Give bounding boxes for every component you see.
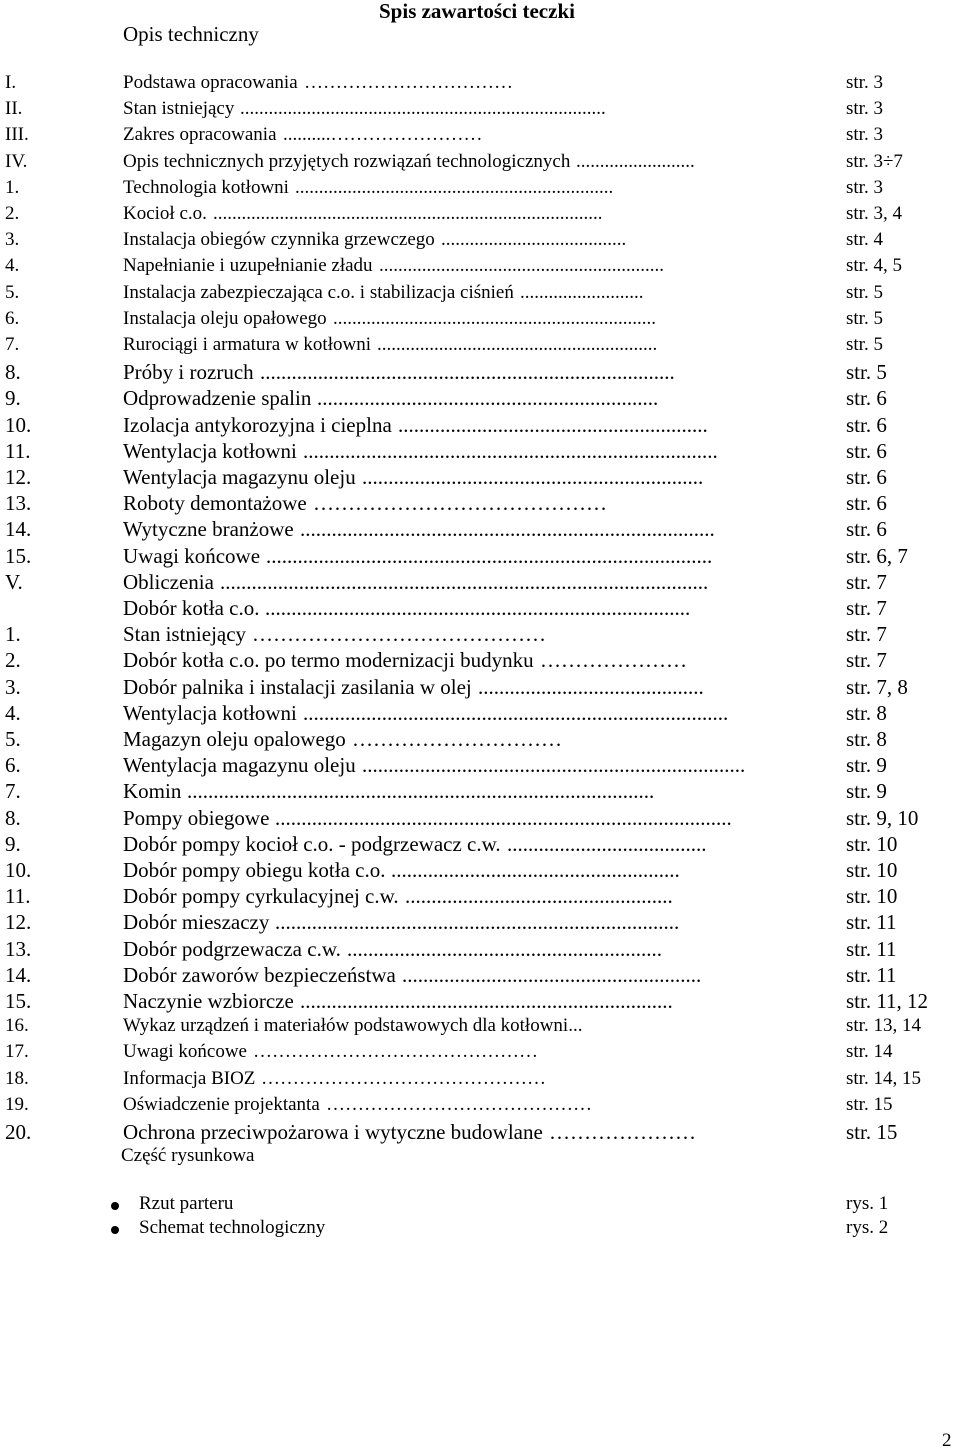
toc-row bbox=[0, 334, 960, 360]
toc-page: str. 4, 5 bbox=[846, 255, 902, 277]
toc-row bbox=[0, 779, 960, 805]
toc-row bbox=[0, 413, 960, 439]
toc-leader: ....................................... bbox=[441, 229, 627, 251]
toc-row bbox=[0, 229, 960, 255]
toc-row bbox=[0, 72, 960, 98]
toc-row bbox=[0, 439, 960, 465]
toc-row bbox=[0, 282, 960, 308]
toc-label: Dobór kotła c.o. bbox=[123, 596, 260, 620]
toc-label: Wykaz urządzeń i materiałów podstawowych dla kotłowni... bbox=[123, 1015, 583, 1037]
toc-row bbox=[0, 570, 960, 596]
toc-label: Dobór podgrzewacza c.w. bbox=[123, 936, 341, 961]
toc-leader: ................................................................. bbox=[362, 465, 704, 489]
toc-leader: ……………………………………… bbox=[261, 1067, 546, 1089]
toc-page: str. 7 bbox=[846, 569, 887, 594]
toc-label: Instalacja zabezpieczająca c.o. i stabilizacja ciśnień bbox=[123, 281, 514, 303]
toc-number: 15. bbox=[5, 989, 32, 1013]
toc-number: 5. bbox=[5, 727, 21, 751]
toc-leader: …………………………………… bbox=[252, 622, 546, 647]
drawing-ref: rys. 2 bbox=[846, 1217, 889, 1238]
toc-row bbox=[0, 1120, 960, 1146]
bullet-icon bbox=[111, 1202, 119, 1210]
toc-leader: ..........…………………… bbox=[283, 124, 483, 146]
toc-page: str. 11 bbox=[846, 910, 897, 935]
toc-row bbox=[0, 648, 960, 674]
toc-page: str. 11 bbox=[846, 936, 897, 961]
toc-number: 17. bbox=[5, 1041, 29, 1063]
toc-row bbox=[0, 884, 960, 910]
toc-label: Informacja BIOZ bbox=[123, 1067, 256, 1089]
toc-leader: ....................................................................................... bbox=[275, 805, 732, 830]
toc-row bbox=[0, 544, 960, 570]
toc-leader: ................................................... bbox=[405, 884, 673, 909]
toc-page: str. 10 bbox=[846, 884, 898, 909]
toc-row bbox=[0, 937, 960, 963]
toc-row bbox=[0, 832, 960, 858]
toc-label: Naczynie wzbiorcze bbox=[123, 989, 294, 1013]
toc-number: 7. bbox=[5, 334, 20, 355]
toc-page: str. 3 bbox=[846, 72, 883, 93]
toc-page: str. 4 bbox=[846, 229, 883, 251]
toc-page: str. 15 bbox=[846, 1120, 898, 1144]
toc-label: Instalacja obiegów czynnika grzewczego bbox=[123, 229, 435, 251]
toc-page: str. 8 bbox=[846, 700, 887, 725]
toc-row bbox=[0, 124, 960, 150]
toc-label: Wytyczne branżowe bbox=[123, 517, 294, 542]
toc-number: 12. bbox=[5, 465, 32, 489]
toc-page: str. 7 bbox=[846, 648, 887, 673]
toc-row bbox=[0, 1094, 960, 1120]
toc-number: 1. bbox=[5, 176, 20, 198]
toc-row bbox=[0, 675, 960, 701]
toc-number: II. bbox=[5, 98, 23, 120]
toc-number: 10. bbox=[5, 412, 32, 437]
toc-label: Dobór pompy obiegu kotła c.o. bbox=[123, 858, 386, 882]
toc-leader: ............................................................ bbox=[379, 255, 664, 277]
toc-leader: ......................... bbox=[576, 150, 695, 172]
toc-leader: .......................... bbox=[520, 281, 644, 303]
toc-number: 13. bbox=[5, 936, 32, 961]
toc-number: 6. bbox=[5, 307, 20, 329]
toc-label: Rurociągi i armatura w kotłowni bbox=[123, 334, 371, 355]
drawings-heading: Część rysunkowa bbox=[121, 1145, 255, 1166]
toc-label: Dobór kotła c.o. po termo modernizacji budynku bbox=[123, 648, 534, 673]
toc-page: str. 6 bbox=[846, 465, 887, 489]
toc-number: IV. bbox=[5, 150, 28, 172]
toc-row bbox=[0, 753, 960, 779]
toc-page: str. 13, 14 bbox=[846, 1015, 921, 1037]
toc-leader: ......................................................................................... bbox=[187, 779, 655, 804]
toc-page: str. 7 bbox=[846, 622, 887, 647]
toc-row bbox=[0, 596, 960, 622]
toc-label: Dobór zaworów bezpieczeństwa bbox=[123, 962, 396, 987]
toc-number: 14. bbox=[5, 962, 32, 987]
toc-page: str. 15 bbox=[846, 1093, 893, 1115]
drawing-ref: rys. 1 bbox=[846, 1193, 889, 1214]
toc-leader: ……………………………………… bbox=[253, 1041, 538, 1063]
toc-row bbox=[0, 465, 960, 491]
section-subtitle: Opis techniczny bbox=[123, 22, 259, 46]
toc-label: Próby i rozruch bbox=[123, 360, 254, 385]
toc-number: 11. bbox=[5, 884, 31, 909]
toc-number: V. bbox=[5, 569, 23, 594]
toc-row bbox=[0, 910, 960, 936]
toc-page: str. 10 bbox=[846, 858, 898, 882]
toc-page: str. 7 bbox=[846, 596, 887, 620]
drawing-item bbox=[0, 1193, 960, 1217]
toc-leader: ....................................................................... bbox=[300, 989, 673, 1013]
toc-page: str. 5 bbox=[846, 360, 887, 385]
toc-row bbox=[0, 203, 960, 229]
document-title: Spis zawartości teczki bbox=[379, 0, 575, 23]
toc-page: str. 3 bbox=[846, 176, 883, 198]
toc-leader: ............................................................ bbox=[347, 936, 662, 961]
toc-page: str. 9 bbox=[846, 779, 887, 804]
toc-label: Pompy obiegowe bbox=[123, 805, 270, 830]
toc-leader: ................................................................... bbox=[295, 176, 614, 198]
drawing-label: Rzut parteru bbox=[139, 1193, 234, 1214]
toc-label: Wentylacja magazynu oleju bbox=[123, 753, 356, 778]
toc-number: 11. bbox=[5, 438, 31, 463]
toc-leader: ............................................................................... bbox=[260, 360, 675, 385]
toc-leader: ............................................................................................. bbox=[220, 569, 709, 594]
toc-label: Dobór pompy kocioł c.o. - podgrzewacz c.w. bbox=[123, 831, 501, 856]
toc-number: 18. bbox=[5, 1067, 29, 1089]
toc-page: str. 6, 7 bbox=[846, 543, 908, 568]
toc-number: 8. bbox=[5, 805, 21, 830]
toc-row bbox=[0, 98, 960, 124]
toc-number: 2. bbox=[5, 203, 20, 224]
toc-number: 3. bbox=[5, 229, 20, 251]
toc-leader: ........................................................... bbox=[377, 334, 658, 355]
toc-page: str. 6 bbox=[846, 412, 887, 437]
toc-number: I. bbox=[5, 72, 17, 93]
toc-number: 13. bbox=[5, 491, 32, 516]
toc-row bbox=[0, 308, 960, 334]
toc-page: str. 3÷7 bbox=[846, 150, 903, 172]
toc-label: Ochrona przeciwpożarowa i wytyczne budowlane bbox=[123, 1120, 543, 1144]
bullet-icon bbox=[111, 1226, 119, 1234]
toc-page: str. 5 bbox=[846, 334, 883, 355]
toc-number: 1. bbox=[5, 622, 21, 647]
toc-page: str. 6 bbox=[846, 386, 887, 411]
toc-row bbox=[0, 963, 960, 989]
toc-label: Wentylacja kotłowni bbox=[123, 438, 297, 463]
toc-label: Dobór pompy cyrkulacyjnej c.w. bbox=[123, 884, 399, 909]
toc-row bbox=[0, 622, 960, 648]
toc-leader: …………………………… bbox=[304, 72, 513, 93]
toc-row bbox=[0, 806, 960, 832]
toc-leader: …………………………………… bbox=[326, 1093, 592, 1115]
toc-row bbox=[0, 1015, 960, 1041]
toc-leader: .................................................................................. bbox=[213, 203, 603, 224]
toc-page: str. 5 bbox=[846, 281, 883, 303]
toc-label: Napełnianie i uzupełnianie zładu bbox=[123, 255, 373, 277]
drawing-item bbox=[0, 1217, 960, 1241]
toc-label: Oświadczenie projektanta bbox=[123, 1093, 320, 1115]
toc-label: Roboty demontażowe bbox=[123, 491, 307, 516]
toc-number: III. bbox=[5, 124, 29, 146]
toc-leader: ………………… bbox=[540, 648, 687, 673]
toc-number: 3. bbox=[5, 674, 21, 699]
toc-page: str. 6 bbox=[846, 438, 887, 463]
toc-label: Podstawa opracowania bbox=[123, 72, 298, 93]
toc-leader: ................................................................................. bbox=[303, 700, 729, 725]
toc-page: str. 3 bbox=[846, 124, 883, 146]
toc-number: 14. bbox=[5, 517, 32, 542]
toc-row bbox=[0, 701, 960, 727]
toc-label: Magazyn oleju opalowego bbox=[123, 727, 346, 751]
toc-label: Uwagi końcowe bbox=[123, 543, 261, 568]
toc-page: str. 6 bbox=[846, 517, 887, 542]
toc-label: Wentylacja magazynu oleju bbox=[123, 465, 356, 489]
toc-number: 9. bbox=[5, 386, 21, 411]
toc-number: 15. bbox=[5, 543, 32, 568]
toc-leader: ....................................................... bbox=[391, 858, 680, 882]
toc-number: 12. bbox=[5, 910, 32, 935]
toc-number: 8. bbox=[5, 360, 21, 385]
toc-leader: ........................................... bbox=[478, 674, 704, 699]
toc-leader: .................................................................... bbox=[333, 307, 656, 329]
toc-label: Komin bbox=[123, 779, 182, 804]
toc-row bbox=[0, 1041, 960, 1067]
toc-label: Instalacja oleju opałowego bbox=[123, 307, 327, 329]
toc-leader: ................................................................................. bbox=[265, 596, 691, 620]
toc-number: 2. bbox=[5, 648, 21, 673]
toc-label: Kocioł c.o. bbox=[123, 203, 207, 224]
toc-label: Uwagi końcowe bbox=[123, 1041, 247, 1063]
toc-leader: ........................................................... bbox=[398, 412, 708, 437]
toc-page: str. 9, 10 bbox=[846, 805, 919, 830]
toc-leader: ...................................... bbox=[507, 831, 707, 856]
toc-row bbox=[0, 858, 960, 884]
toc-leader: ......................................................................... bbox=[362, 753, 746, 778]
toc-leader: ………………… bbox=[549, 1120, 696, 1144]
toc-page: str. 3, 4 bbox=[846, 203, 902, 224]
toc-label: Dobór mieszaczy bbox=[123, 910, 270, 935]
toc-row bbox=[0, 727, 960, 753]
toc-label: Technologia kotłowni bbox=[123, 176, 289, 198]
toc-label: Wentylacja kotłowni bbox=[123, 700, 297, 725]
toc-page: str. 7, 8 bbox=[846, 674, 908, 699]
toc-page: str. 10 bbox=[846, 831, 898, 856]
toc-row bbox=[0, 989, 960, 1015]
toc-leader: ......................................................... bbox=[402, 962, 702, 987]
toc-label: Odprowadzenie spalin bbox=[123, 386, 312, 411]
toc-page: str. 3 bbox=[846, 98, 883, 120]
toc-leader: ............................................................................. bbox=[240, 98, 606, 120]
drawing-label: Schemat technologiczny bbox=[139, 1217, 326, 1238]
toc-label: Obliczenia bbox=[123, 569, 214, 594]
toc-leader: ............................................................................... bbox=[300, 517, 715, 542]
toc-leader: ................................................................. bbox=[317, 386, 659, 411]
toc-page: str. 11 bbox=[846, 962, 897, 987]
toc-leader: ............................................................................... bbox=[303, 438, 718, 463]
toc-label: Stan istniejący bbox=[123, 98, 235, 120]
toc-row bbox=[0, 177, 960, 203]
toc-number: 6. bbox=[5, 753, 21, 778]
toc-leader: ………………………… bbox=[352, 727, 562, 751]
toc-row bbox=[0, 1068, 960, 1094]
toc-page: str. 14, 15 bbox=[846, 1067, 921, 1089]
toc-page: str. 8 bbox=[846, 727, 887, 751]
toc-number: 4. bbox=[5, 700, 21, 725]
toc-leader: …………………………………… bbox=[313, 491, 607, 516]
toc-number: 7. bbox=[5, 779, 21, 804]
toc-page: str. 6 bbox=[846, 491, 887, 516]
toc-row bbox=[0, 151, 960, 177]
toc-row bbox=[0, 360, 960, 386]
toc-number: 20. bbox=[5, 1120, 32, 1144]
toc-number: 5. bbox=[5, 281, 20, 303]
toc-leader: ..................................................................................... bbox=[266, 543, 713, 568]
toc-label: Dobór palnika i instalacji zasilania w olej bbox=[123, 674, 472, 699]
toc-row bbox=[0, 386, 960, 412]
toc-page: str. 5 bbox=[846, 307, 883, 329]
toc-label: Izolacja antykorozyjna i cieplna bbox=[123, 412, 392, 437]
toc-page: str. 14 bbox=[846, 1041, 893, 1063]
toc-label: Zakres opracowania bbox=[123, 124, 277, 146]
toc-page: str. 11, 12 bbox=[846, 989, 929, 1013]
toc-number: 9. bbox=[5, 831, 21, 856]
toc-row bbox=[0, 491, 960, 517]
toc-number: 19. bbox=[5, 1093, 29, 1115]
toc-number: 4. bbox=[5, 255, 20, 277]
toc-number: 10. bbox=[5, 858, 32, 882]
toc-label: Stan istniejący bbox=[123, 622, 247, 647]
toc-number: 16. bbox=[5, 1015, 29, 1037]
toc-row bbox=[0, 255, 960, 281]
toc-row bbox=[0, 517, 960, 543]
toc-leader: ............................................................................. bbox=[275, 910, 680, 935]
toc-page: str. 9 bbox=[846, 753, 887, 778]
page-number: 2 bbox=[942, 1430, 952, 1451]
toc-label: Opis technicznych przyjętych rozwiązań technologicznych bbox=[123, 150, 571, 172]
